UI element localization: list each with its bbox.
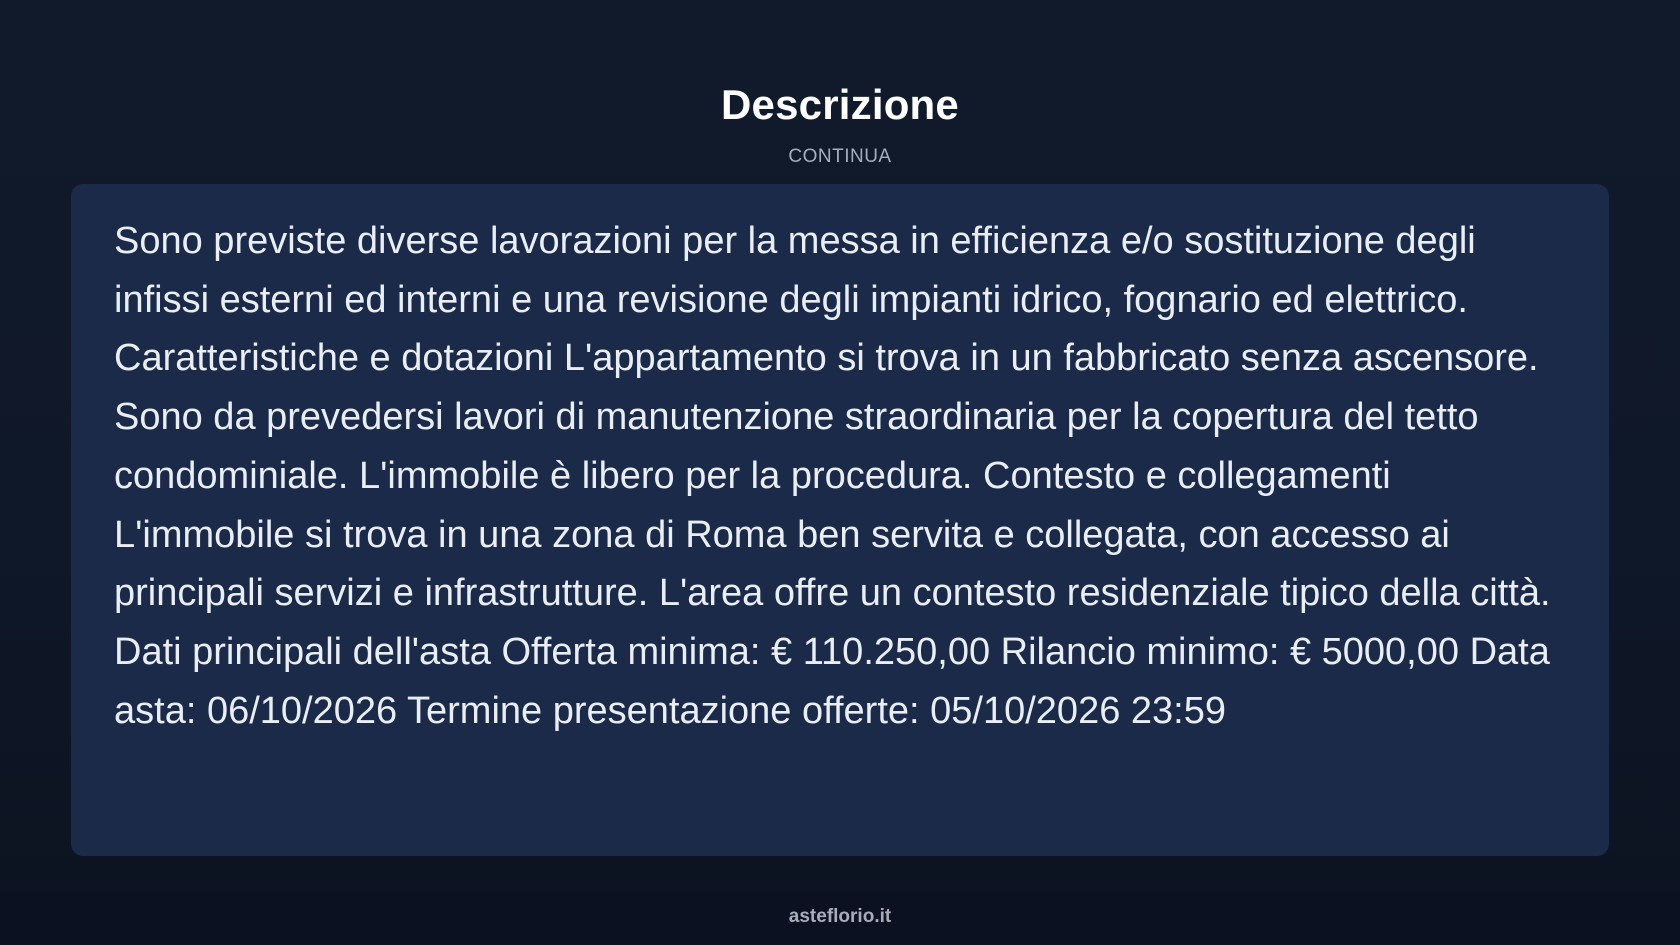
page-title: Descrizione xyxy=(721,81,959,128)
page-subtitle: CONTINUA xyxy=(788,146,892,167)
description-text: Sono previste diverse lavorazioni per la messa in efficienza e/o sostituzione degli infissi esterni ed interni e una revisione degli impianti idrico, fognario ed elettrico. Caratteristiche e dotazioni L'appartamento si trova in un fabbricato senza ascensore. Sono da prevedersi lavori di manutenzione straordinaria per la copertura del tetto condominiale. L'immobile è libero per la procedura. Contesto e collegamenti L'immobile si trova in una zona di Roma ben servita e collegata, con accesso ai principali servizi e infrastrutture. L'area offre un contesto residenziale tipico della città. Dati principali dell'asta Offerta minima: € 110.250,00 Rilancio minimo: € 5000,00 Data asta: 06/10/2026 Termine presentazione offerte: 05/10/2026 23:59 xyxy=(114,220,1551,732)
footer-site-label: asteflorio.it xyxy=(788,906,892,927)
footer xyxy=(0,892,1680,945)
description-card xyxy=(71,184,1609,856)
